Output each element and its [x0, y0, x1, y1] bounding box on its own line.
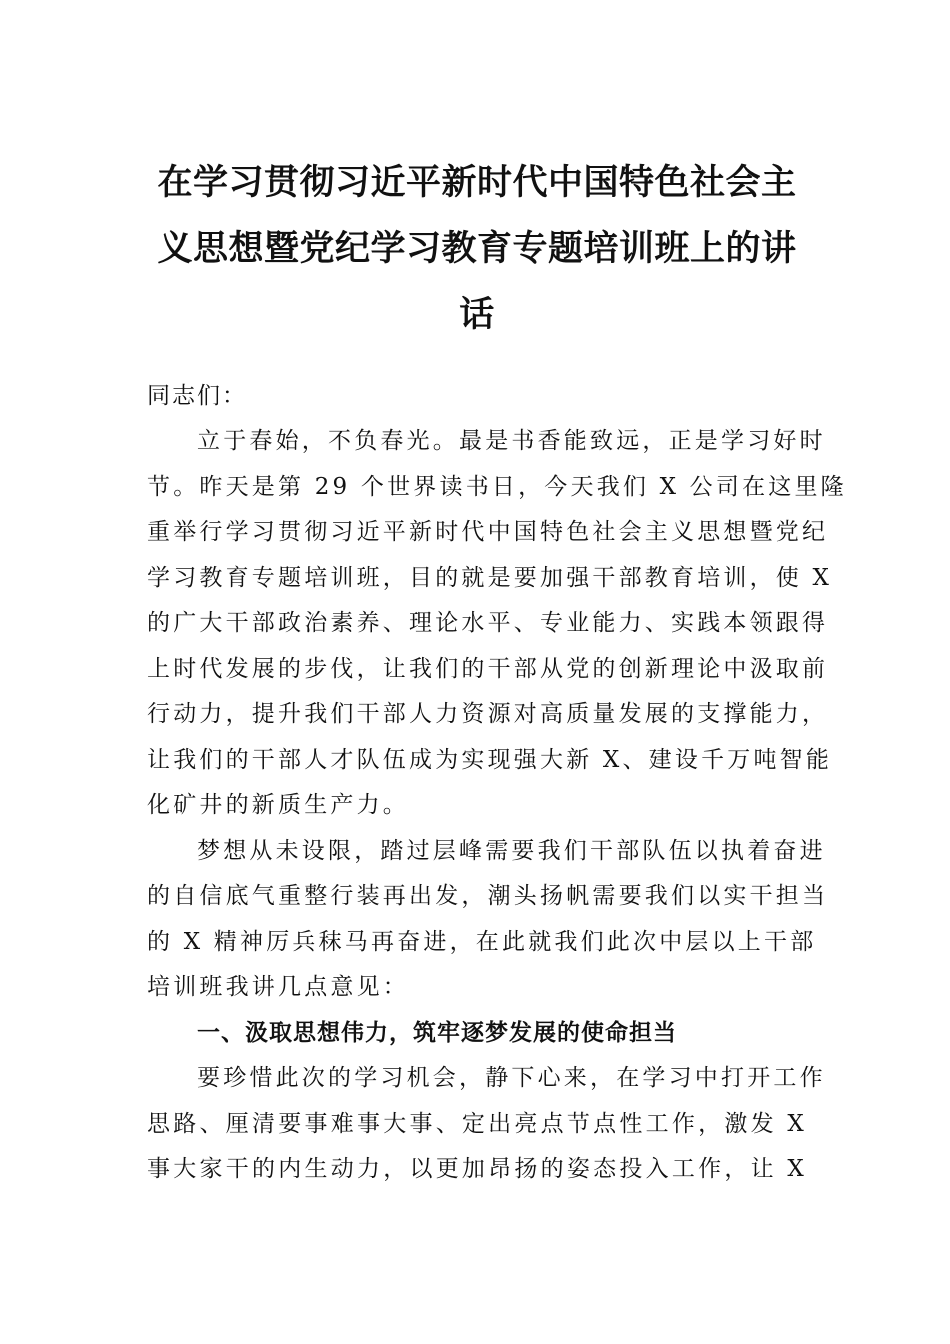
text-line: 学习教育专题培训班，目的就是要加强干部教育培训，使 X: [147, 564, 833, 591]
text-line: 让我们的干部人才队伍成为实现强大新 X、建设千万吨智能: [147, 746, 833, 773]
text-line: 的 X 精神厉兵秣马再奋进，在此就我们此次中层以上干部: [147, 928, 817, 955]
text-line: 重举行学习贯彻习近平新时代中国特色社会主义思想暨党纪: [147, 519, 829, 545]
text-line: 的自信底气重整行装再出发，潮头扬帆需要我们以实干担当: [147, 883, 829, 909]
text-line: 要珍惜此次的学习机会，静下心来，在学习中打开工作: [197, 1065, 826, 1091]
paragraph-opening: [147, 419, 847, 829]
text-line: 的广大干部政治素养、理论水平、专业能力、实践本领跟得: [147, 610, 829, 636]
text-line: 立于春始，不负春光。最是书香能致远，正是学习好时: [197, 428, 826, 454]
salutation: 同志们：: [147, 383, 247, 409]
text-line: 思路、厘清要事难事大事、定出亮点节点性工作，激发 X: [147, 1110, 807, 1137]
paragraph-dream: [147, 829, 829, 1011]
title-line: 在学习贯彻习近平新时代中国特色社会主: [157, 162, 797, 203]
text-line: 事大家干的内生动力，以更加昂扬的姿态投入工作，让 X: [147, 1156, 807, 1182]
text-line: 行动力，提升我们干部人力资源对高质量发展的支撑能力，: [147, 701, 829, 727]
document-title: [147, 150, 807, 348]
text-line: 上时代发展的步伐，让我们的干部从党的创新理论中汲取前: [147, 655, 829, 682]
text-line: 梦想从未设限，踏过层峰需要我们干部队伍以执着奋进: [197, 837, 826, 864]
text-line: 化矿井的新质生产力。: [147, 792, 409, 818]
paragraph-study: [147, 1056, 826, 1193]
title-line: 话: [459, 294, 495, 335]
text-line: 节。昨天是第 29 个世界读书日，今天我们 X 公司在这里隆: [147, 473, 847, 500]
text-line: 培训班我讲几点意见：: [147, 974, 409, 1000]
title-line: 义思想暨党纪学习教育专题培训班上的讲: [157, 228, 797, 269]
section-heading: 一、汲取思想伟力，筑牢逐梦发展的使命担当: [197, 1019, 677, 1046]
